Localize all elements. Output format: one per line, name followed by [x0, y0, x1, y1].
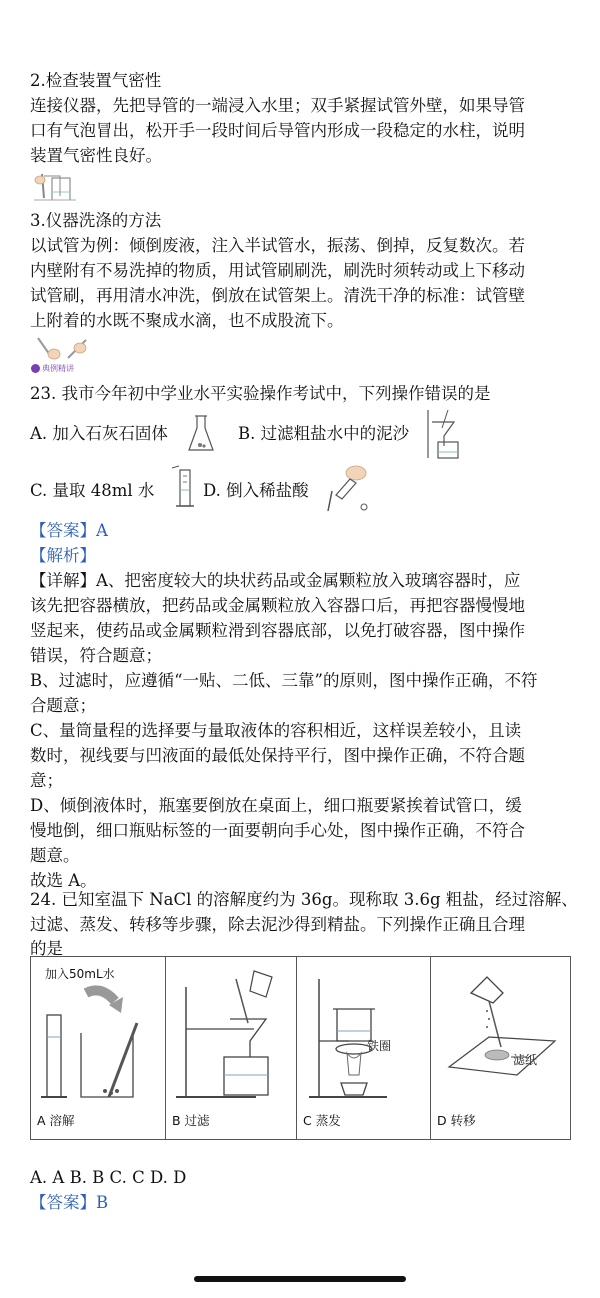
home-indicator[interactable] — [194, 1276, 406, 1282]
q23-detail-line: 【详解】A、把密度较大的块状药品或金属颗粒放入玻璃容器时，应 — [30, 571, 521, 590]
section3-line: 以试管为例：倾倒废液，注入半试管水，振荡、倒掉，反复数次。若 — [30, 236, 525, 255]
q23-flask-figure — [186, 414, 216, 454]
q23-detail-line: 数时，视线要与凹液面的最低处保持平行，图中操作正确，不符合题 — [30, 746, 525, 765]
washing-figure — [32, 334, 94, 362]
q23-detail-line: D、倾倒液体时，瓶塞要倒放在桌面上，细口瓶要紧挨着试管口，缓 — [30, 796, 522, 815]
q23-option-c: C. 量取 48ml 水 — [30, 481, 155, 500]
section2-line: 口有气泡冒出，松开手一段时间后导管内形成一段稳定的水柱，说明 — [30, 121, 525, 140]
panel-c-note: 铁圈 — [367, 1039, 392, 1053]
section3-line: 内壁附有不易洗掉的物质，用试管刷刷洗，刷洗时须转动或上下移动 — [30, 261, 525, 280]
panel-evaporate — [297, 957, 431, 1139]
q23-pour-figure — [320, 461, 374, 515]
q23-detail-line: 题意。 — [30, 846, 80, 865]
section3-line: 试管刷，再用清水冲洗，倒放在试管架上。清洗干净的标准：试管壁 — [30, 286, 525, 305]
section3-title: 3.仪器洗涤的方法 — [30, 211, 162, 230]
badge-label: 典例精讲 — [42, 363, 74, 373]
filter-figure — [166, 957, 297, 1107]
q23-detail-line: 慢地倒，细口瓶贴标签的一面要朝向手心处，图中操作正确，不符合 — [30, 821, 525, 840]
q23-detail-line: 合题意； — [30, 696, 96, 715]
q23-option-a: A. 加入石灰石固体 — [30, 424, 168, 443]
q23-detail-line: 意； — [30, 771, 63, 790]
q24-stem-line: 过滤、蒸发、转移等步骤，除去泥沙得到精盐。下列操作正确且合理 — [30, 915, 525, 934]
panel-filter — [166, 957, 297, 1139]
badge-icon — [31, 364, 40, 373]
panel-d-note: 滤纸 — [513, 1053, 538, 1067]
q23-cylinder-figure — [170, 464, 200, 512]
section2-line: 装置气密性良好。 — [30, 146, 162, 165]
q23-option-b: B. 过滤粗盐水中的泥沙 — [238, 424, 410, 443]
q23-detail-line: 错误，符合题意； — [30, 646, 162, 665]
q23-option-d: D. 倒入稀盐酸 — [203, 481, 309, 500]
section3-line: 上附着的水既不聚成水滴，也不成股流下。 — [30, 311, 344, 330]
dissolve-figure — [31, 957, 166, 1107]
panel-a-note: 加入50mL水 — [45, 967, 115, 981]
panel-b-caption: B 过滤 — [172, 1113, 210, 1128]
q24-stem-line: 24. 已知室温下 NaCl 的溶解度约为 36g。现称取 3.6g 粗盐，经过溶解、 — [30, 890, 578, 909]
q23-detail-line: 该先把容器横放，把药品或金属颗粒放入容器口后，再把容器慢慢地 — [30, 596, 525, 615]
q24-procedure-panels — [30, 956, 571, 1140]
panel-d-caption: D 转移 — [437, 1113, 476, 1128]
q23-detail-line: 竖起来，使药品或金属颗粒滑到容器底部，以免打破容器，图中操作 — [30, 621, 525, 640]
panel-a-caption: A 溶解 — [37, 1113, 75, 1128]
q23-detail-line: 故选 A。 — [30, 871, 97, 890]
q24-stem-line: 的是 — [30, 939, 63, 958]
q23-detail-line: B、过滤时，应遵循“一贴、二低、三靠”的原则，图中操作正确，不符 — [30, 671, 538, 690]
q23-answer: 【答案】A — [30, 521, 108, 540]
q23-filter-figure — [424, 408, 464, 460]
airtight-check-figure — [32, 170, 78, 202]
panel-transfer — [431, 957, 570, 1139]
q24-options: A. A B. B C. C D. D — [30, 1168, 187, 1187]
section2-line: 连接仪器，先把导管的一端浸入水里；双手紧握试管外壁，如果导管 — [30, 96, 525, 115]
section2-title: 2.检查装置气密性 — [30, 71, 162, 90]
panel-c-caption: C 蒸发 — [303, 1113, 341, 1128]
q24-answer: 【答案】B — [30, 1193, 109, 1212]
q23-stem: 23. 我市今年初中学业水平实验操作考试中，下列操作错误的是 — [30, 384, 491, 403]
evaporate-figure — [297, 957, 431, 1107]
example-badge — [31, 362, 74, 374]
q23-detail-line: C、量筒量程的选择要与量取液体的容积相近，这样误差较小，且读 — [30, 721, 522, 740]
transfer-figure — [431, 957, 570, 1107]
q23-analysis-label: 【解析】 — [30, 546, 96, 565]
panel-dissolve — [31, 957, 166, 1139]
